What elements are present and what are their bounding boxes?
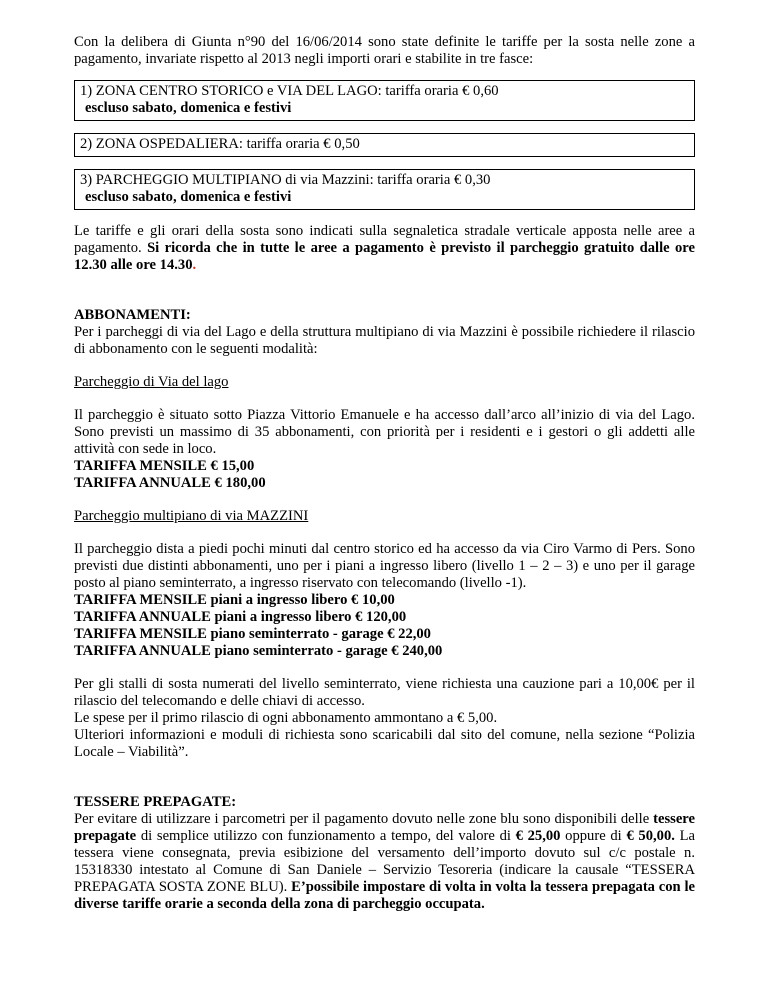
tariffs-info-text: Le tariffe e gli orari della sosta sono indicati sulla segnaletica stradale verticale apposta nelle aree a pagamento. — [74, 223, 695, 256]
tessere-paragraph — [74, 811, 695, 913]
tessere-final-note: E’possibile impostare di volta in volta la tessera prepagata con le diverse tariffe orarie a seconda della zona di parcheggio occupata. — [74, 879, 696, 912]
zone-line: 3) PARCHEGGIO MULTIPIANO di via Mazzini: tariffa oraria € 0,30 — [80, 172, 491, 188]
zone-note: escluso sabato, domenica e festivi — [85, 189, 292, 205]
info-note: Ulteriori informazioni e moduli di richiesta sono scaricabili dal sito del comune, nella sezione “Polizia Locale – Viabilità”. — [74, 727, 695, 760]
tessere-text: di semplice utilizzo con funzionamento a tempo, del valore di — [140, 828, 511, 844]
tessere-text: Per evitare di utilizzare i parcometri per il pagamento dovuto nelle zone blu sono disponibili delle — [74, 811, 650, 827]
zone-box-1 — [74, 80, 695, 121]
zone-note: escluso sabato, domenica e festivi — [85, 100, 292, 116]
lago-rate-monthly: TARIFFA MENSILE € 15,00 — [74, 458, 255, 474]
zone-box-3 — [74, 169, 695, 210]
deposit-note: Per gli stalli di sosta numerati del livello seminterrato, viene richiesta una cauzione pari a 10,00€ per il rilascio del telecomando e delle chiavi di accesso. — [74, 676, 695, 709]
tessere-heading: TESSERE PREPAGATE: — [74, 794, 237, 810]
zone-box-2 — [74, 133, 695, 157]
tessere-price-25: € 25,00 — [515, 828, 561, 844]
free-parking-note: Si ricorda che in tutte le aree a pagamento è previsto il parcheggio gratuito dalle ore 12.30 alle ore 14.30 — [74, 240, 695, 273]
document-page — [74, 34, 695, 913]
abbonamenti-heading: ABBONAMENTI: — [74, 307, 191, 323]
mazzini-rate: TARIFFA MENSILE piano seminterrato - garage € 22,00 — [74, 626, 431, 642]
tessere-price-50: € 50,00. — [626, 828, 675, 844]
zone-line: 2) ZONA OSPEDALIERA: tariffa oraria € 0,50 — [80, 136, 360, 152]
mazzini-rate: TARIFFA ANNUALE piano seminterrato - garage € 240,00 — [74, 643, 443, 659]
mazzini-rate: TARIFFA MENSILE piani a ingresso libero € 10,00 — [74, 592, 395, 608]
free-parking-dot: . — [192, 257, 197, 273]
mazzini-rate: TARIFFA ANNUALE piani a ingresso libero € 120,00 — [74, 609, 407, 625]
lago-rate-annual: TARIFFA ANNUALE € 180,00 — [74, 475, 266, 491]
tessere-text: La tessera viene consegnata, previa esibizione del versamento dell’importo dovuto sul c/c postale n. 15318330 intestato al Comune di San Daniele – Servizio Tesoreria (indicare la causale “TESSERA PREPAGATA SOSTA ZONE BLU). — [74, 828, 696, 895]
mazzini-title: Parcheggio multipiano di via MAZZINI — [74, 508, 309, 524]
intro-paragraph: Con la delibera di Giunta n°90 del 16/06/2014 sono state definite le tariffe per la sosta nelle zone a pagamento, invariate rispetto al 2013 negli importi orari e stabilite in tre fasce: — [74, 34, 695, 67]
tariffs-info-paragraph — [74, 223, 695, 274]
abbonamenti-intro: Per i parcheggi di via del Lago e della struttura multipiano di via Mazzini è possibile richiedere il rilascio di abbonamento con le seguenti modalità: — [74, 324, 695, 357]
fee-note: Le spese per il primo rilascio di ogni abbonamento ammontano a € 5,00. — [74, 710, 498, 726]
tessere-text: oppure di — [565, 828, 622, 844]
mazzini-text: Il parcheggio dista a piedi pochi minuti dal centro storico ed ha accesso da via Ciro Varmo di Pers. Sono previsti due distinti abbonamenti, uno per i piani a ingresso libero (livello 1 – 2 – 3) e uno per il garage posto al piano seminterrato, a ingresso riservato con telecomando (livello -1). — [74, 541, 695, 591]
zone-line: 1) ZONA CENTRO STORICO e VIA DEL LAGO: tariffa oraria € 0,60 — [80, 83, 499, 99]
lago-title: Parcheggio di Via del lago — [74, 374, 229, 390]
lago-text: Il parcheggio è situato sotto Piazza Vittorio Emanuele e ha accesso dall’arco all’inizio di via del Lago. Sono previsti un massimo di 35 abbonamenti, con priorità per i residenti e i gestori o gli addetti alle attività con sede in loco. — [74, 407, 695, 457]
tessere-bold: tessere prepagate — [74, 811, 695, 844]
